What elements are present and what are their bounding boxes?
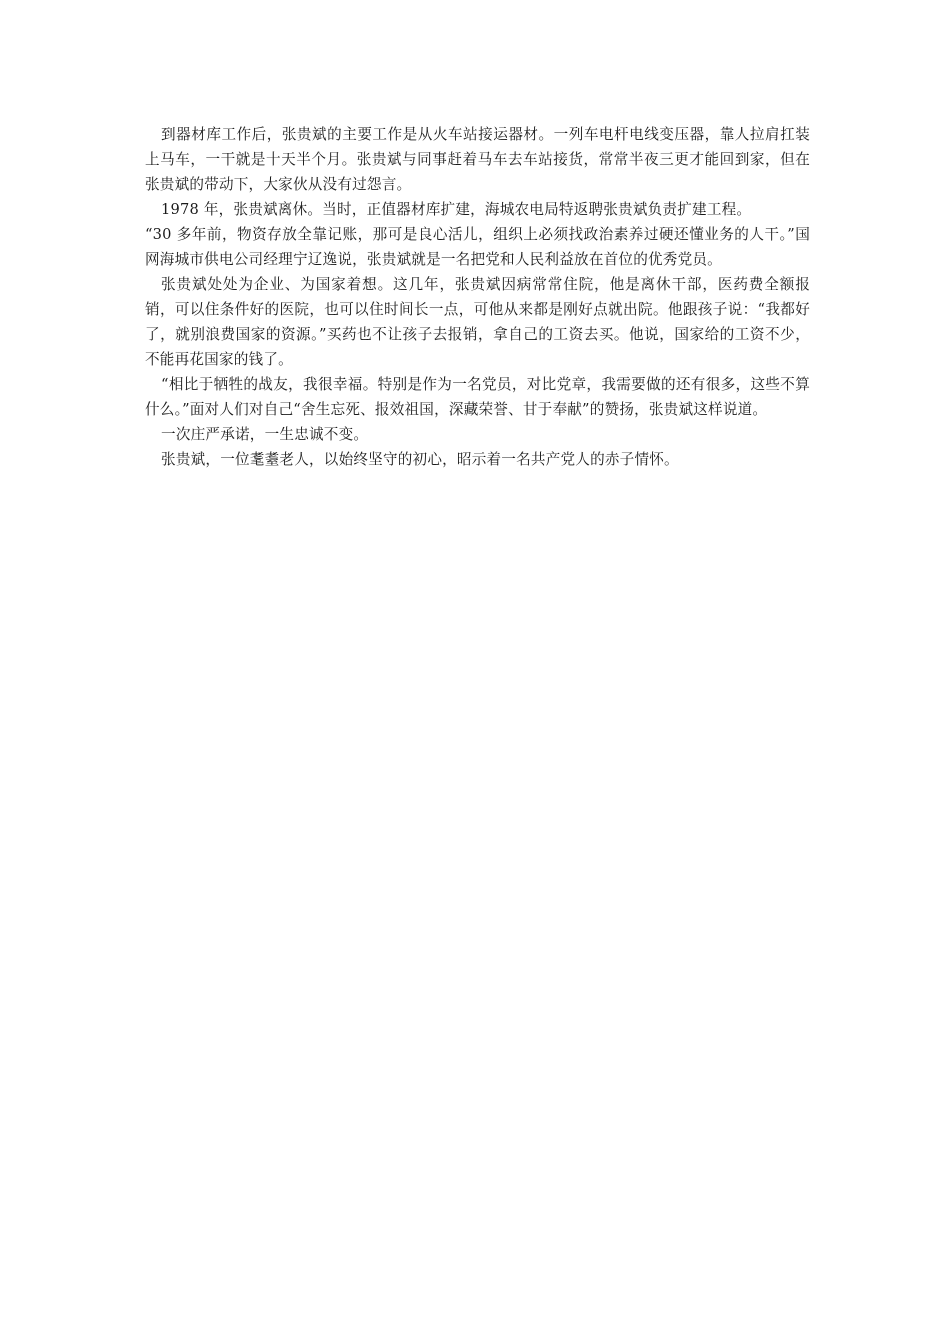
paragraph-3: “30 多年前，物资存放全靠记账，那可是良心活儿，组织上必须找政治素养过硬还懂业务的人干。”国网海城市供电公司经理宁辽逸说，张贵斌就是一名把党和人民利益放在首位的优秀党员。	[145, 226, 810, 268]
paragraph-6: 一次庄严承诺，一生忠诚不变。	[161, 426, 369, 443]
paragraph-7: 张贵斌，一位耄耋老人，以始终坚守的初心，昭示着一名共产党人的赤子情怀。	[161, 451, 679, 468]
paragraph-2: 1978 年，张贵斌离休。当时，正值器材库扩建，海城农电局特返聘张贵斌负责扩建工程。	[161, 201, 752, 218]
paragraph-5: “相比于牺牲的战友，我很幸福。特别是作为一名党员，对比党章，我需要做的还有很多，这些不算什么。”面对人们对自己“舍生忘死、报效祖国，深藏荣誉、甘于奉献”的赞扬，张贵斌这样说道。	[145, 376, 810, 418]
article-body	[145, 122, 810, 472]
paragraph-1: 到器材库工作后，张贵斌的主要工作是从火车站接运器材。一列车电杆电线变压器，靠人拉肩扛装上马车，一干就是十天半个月。张贵斌与同事赶着马车去车站接货，常常半夜三更才能回到家，但在张贵斌的带动下，大家伙从没有过怨言。	[145, 126, 810, 193]
paragraph-4: 张贵斌处处为企业、为国家着想。这几年，张贵斌因病常常住院，他是离休干部，医药费全额报销，可以住条件好的医院，也可以住时间长一点，可他从来都是刚好点就出院。他跟孩子说：“我都好了，就别浪费国家的资源。”买药也不让孩子去报销，拿自己的工资去买。他说，国家给的工资不少，不能再花国家的钱了。	[145, 276, 810, 368]
